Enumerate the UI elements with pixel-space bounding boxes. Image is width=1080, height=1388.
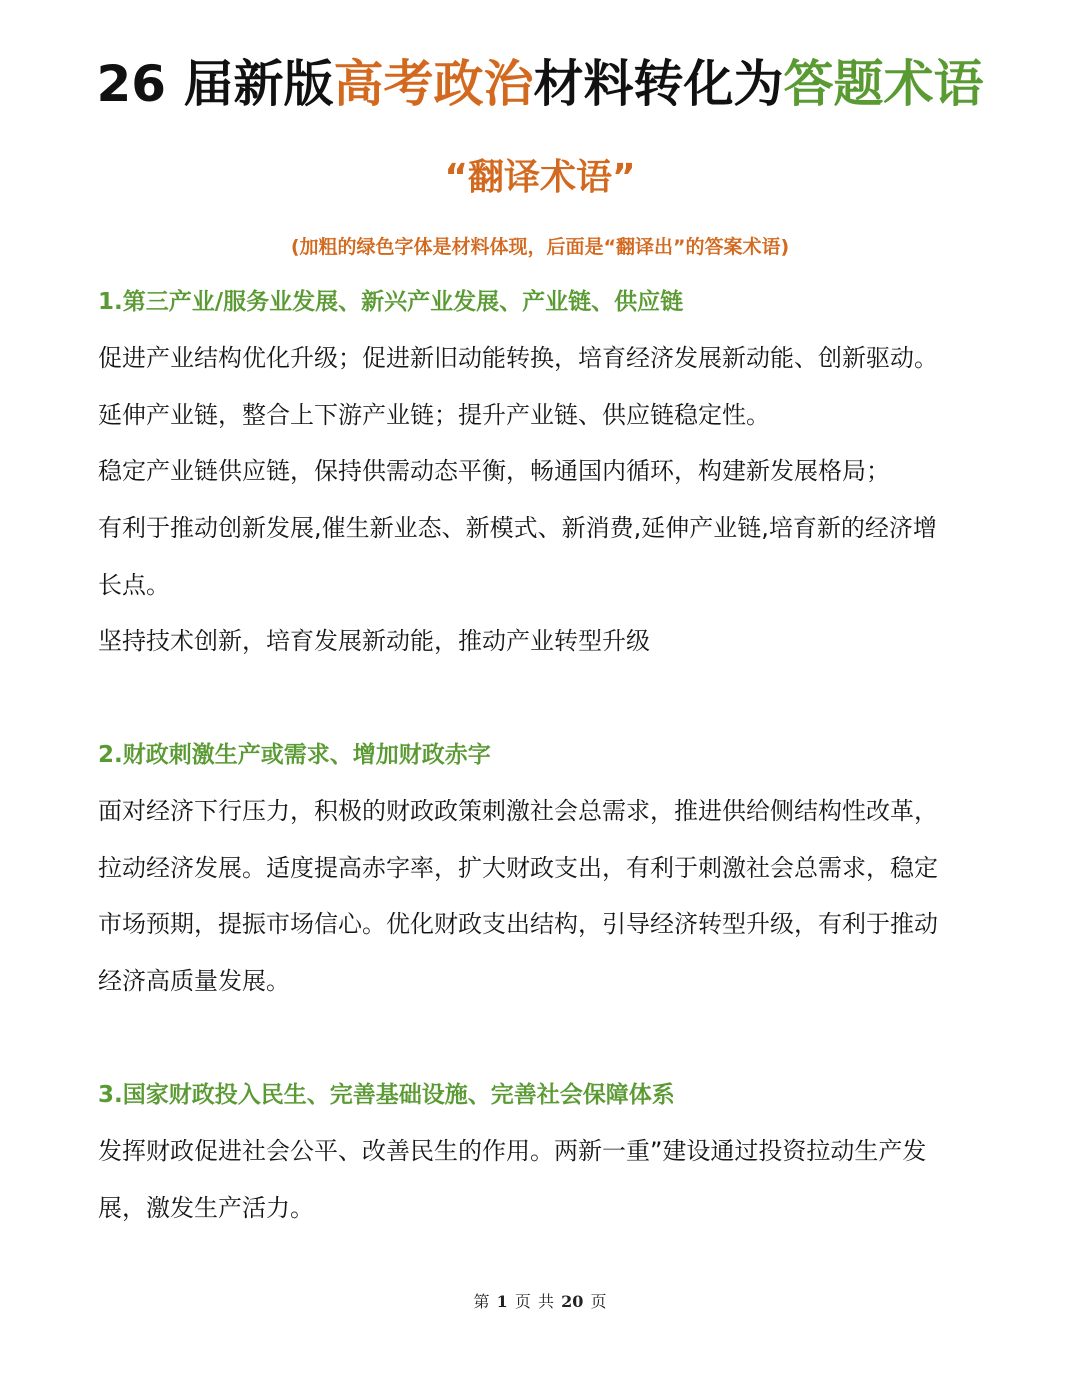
footer-prefix: 第 bbox=[473, 1292, 490, 1311]
section-1-line: 坚持技术创新，培育发展新动能，推动产业转型升级 bbox=[98, 627, 650, 655]
page-subtitle: “翻译术语” bbox=[444, 157, 636, 198]
page-number-footer bbox=[0, 1290, 1080, 1314]
title-part-black-2: 材料转化为 bbox=[533, 55, 784, 113]
section-2-heading: 2.财政刺激生产或需求、增加财政赤字 bbox=[98, 742, 491, 768]
section-1-line: 延伸产业链，整合上下游产业链；提升产业链、供应链稳定性。 bbox=[98, 401, 770, 429]
section-2-line: 经济高质量发展。 bbox=[98, 967, 290, 995]
section-3-line: 展，激发生产活力。 bbox=[98, 1194, 314, 1222]
section-2-line: 市场预期，提振市场信心。优化财政支出结构，引导经济转型升级，有利于推动 bbox=[98, 910, 938, 938]
section-1-line: 有利于推动创新发展,催生新业态、新模式、新消费,延伸产业链,培育新的经济增 bbox=[98, 514, 937, 542]
title-part-green: 答题术语 bbox=[783, 55, 984, 113]
title-part-orange: 高考政治 bbox=[333, 55, 534, 113]
section-2-line: 面对经济下行压力，积极的财政政策刺激社会总需求，推进供给侧结构性改革， bbox=[98, 797, 938, 825]
section-2-line: 拉动经济发展。适度提高赤字率，扩大财政支出，有利于刺激社会总需求，稳定 bbox=[98, 854, 938, 882]
footer-suffix: 页 bbox=[590, 1292, 607, 1311]
page-title bbox=[0, 52, 1080, 116]
footer-current-page: 1 bbox=[496, 1292, 508, 1311]
legend-note: (加粗的绿色字体是材料体现，后面是“翻译出”的答案术语) bbox=[290, 236, 790, 258]
section-1-line: 促进产业结构优化升级；促进新旧动能转换，培育经济发展新动能、创新驱动。 bbox=[98, 344, 938, 372]
footer-mid: 页 共 bbox=[514, 1292, 554, 1311]
section-3-line: 发挥财政促进社会公平、改善民生的作用。两新一重”建设通过投资拉动生产发 bbox=[98, 1137, 927, 1165]
title-part-black: 26 届新版 bbox=[96, 55, 334, 113]
section-3-heading: 3.国家财政投入民生、完善基础设施、完善社会保障体系 bbox=[98, 1082, 675, 1108]
footer-total-pages: 20 bbox=[561, 1292, 584, 1311]
section-1-line: 稳定产业链供应链，保持供需动态平衡，畅通国内循环，构建新发展格局； bbox=[98, 457, 890, 485]
section-1-line: 长点。 bbox=[98, 571, 170, 599]
section-1-heading: 1.第三产业/服务业发展、新兴产业发展、产业链、供应链 bbox=[98, 289, 684, 315]
